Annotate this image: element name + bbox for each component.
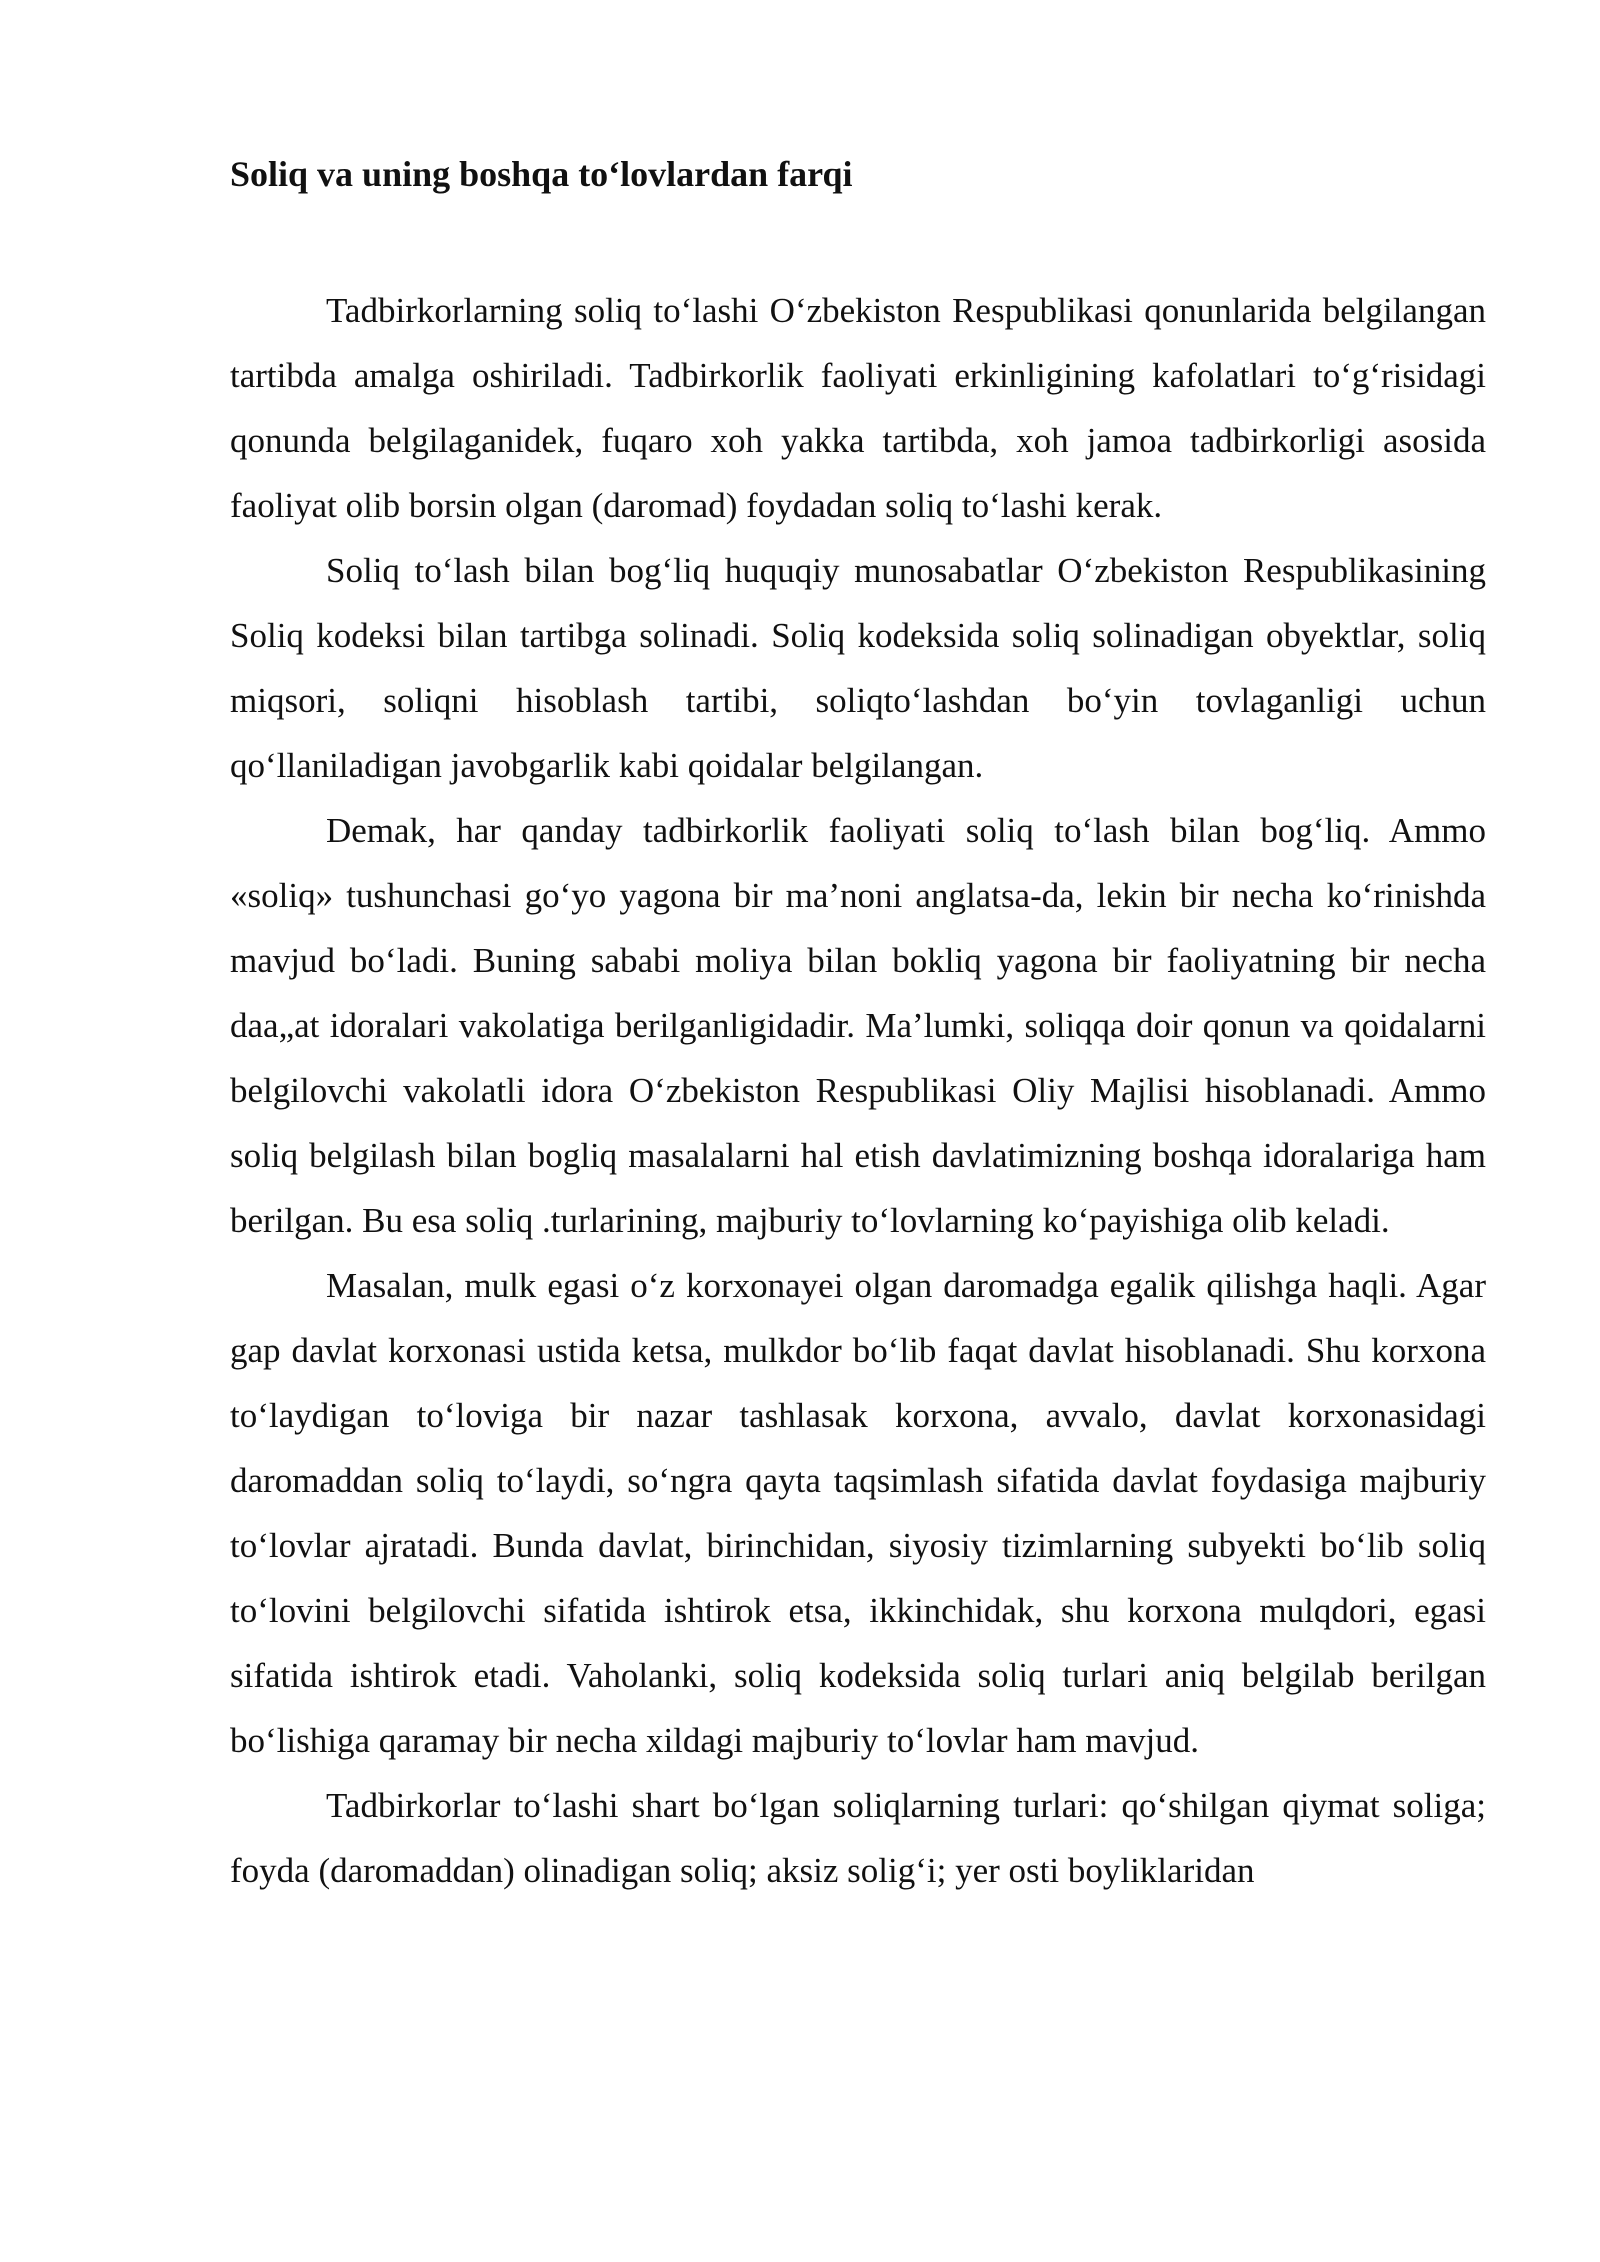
paragraph-3: Demak, har qanday tadbirkorlik faoliyati soliq to‘lash bilan bog‘liq. Ammo «soliq» tushunchasi go‘yo yagona bir ma’noni anglatsa-da, lekin bir necha ko‘rinishda mavjud bo‘ladi. Buning sababi moliya bilan bokliq yagona bir faoliyatning bir necha daa„at idoralari vakolatiga berilganligidadir. Ma’lumki, soliqqa doir qonun va qoidalarni belgilovchi vakolatli idora O‘zbekiston Respublikasi Oliy Majlisi hisoblanadi. Ammo soliq belgilash bilan bogliq masalalarni hal etish davlatimizning boshqa idoralariga ham berilgan. Bu esa soliq .turlarining, majburiy to‘lovlarning ko‘payishiga olib keladi. bbox=[230, 811, 1486, 1240]
paragraph-2: Soliq to‘lash bilan bog‘liq huquqiy munosabatlar O‘zbekiston Respublikasining Soliq kodeksi bilan tartibga solinadi. Soliq kodeksida soliq solinadigan obyektlar, soliq miqsori, soliqni hisoblash tartibi, soliqto‘lashdan bo‘yin tovlaganligi uchun qo‘llaniladigan javobgarlik kabi qoidalar belgilangan. bbox=[230, 551, 1486, 785]
document-title: Soliq va uning boshqa to‘lovlardan farqi bbox=[230, 154, 853, 194]
paragraph-4: Masalan, mulk egasi o‘z korxonayei olgan daromadga egalik qilishga haqli. Agar gap davlat korxonasi ustida ketsa, mulkdor bo‘lib faqat davlat hisoblanadi. Shu korxona to‘laydigan to‘loviga bir nazar tashlasak korxona, avvalo, davlat korxonasidagi daromaddan soliq to‘laydi, so‘ngra qayta taqsimlash sifatida davlat foydasiga majburiy to‘lovlar ajratadi. Bunda davlat, birinchidan, siyosiy tizimlarning subyekti bo‘lib soliq to‘lovini belgilovchi sifatida ishtirok etsa, ikkinchidak, shu korxona mulqdori, egasi sifatida ishtirok etadi. Vaholanki, soliq kodeksida soliq turlari aniq belgilab berilgan bo‘lishiga qaramay bir necha xildagi majburiy to‘lovlar ham mavjud. bbox=[230, 1266, 1486, 1760]
paragraph-1: Tadbirkorlarning soliq to‘lashi O‘zbekiston Respublikasi qonunlarida belgilangan tartibda amalga oshiriladi. Tadbirkorlik faoliyati erkinligining kafolatlari to‘g‘risidagi qonunda belgilaganidek, fuqaro xoh yakka tartibda, xoh jamoa tadbirkorligi asosida faoliyat olib borsin olgan (daromad) foydadan soliq to‘lashi kerak. bbox=[230, 291, 1486, 525]
document-page bbox=[230, 150, 1486, 1903]
paragraph-5: Tadbirkorlar to‘lashi shart bo‘lgan soliqlarning turlari: qo‘shilgan qiymat soliga; foyda (daromaddan) olinadigan soliq; aksiz solig‘i; yer osti boyliklaridan bbox=[230, 1786, 1486, 1890]
